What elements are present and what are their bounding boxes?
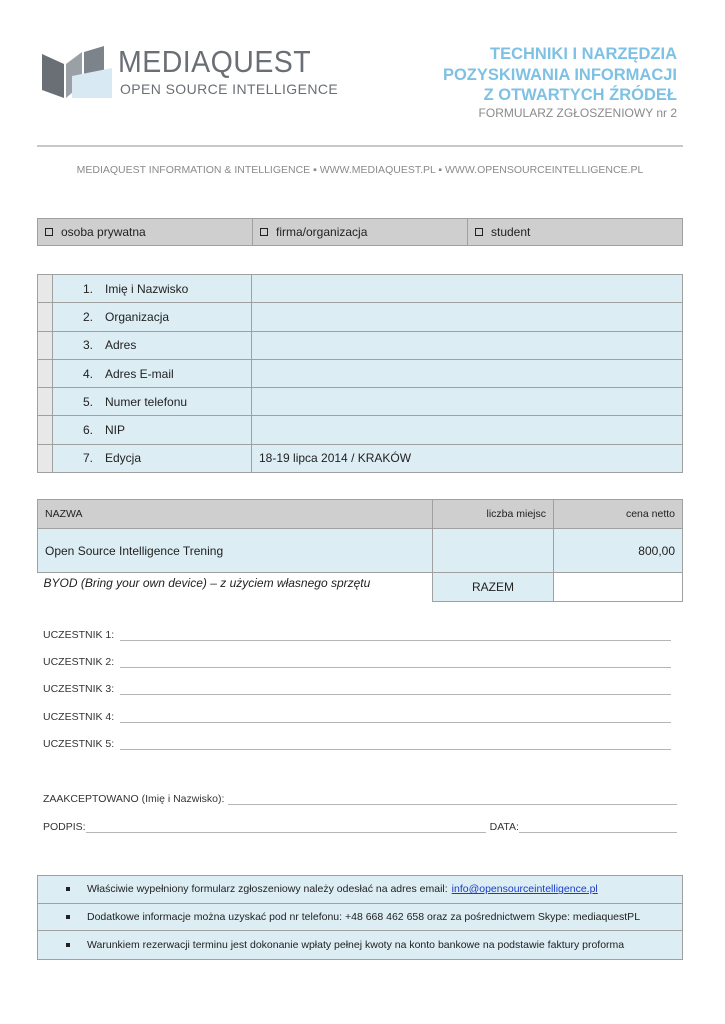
participant-1-row	[43, 629, 671, 641]
document-title	[443, 44, 677, 106]
mediaquest-logo-icon	[42, 46, 112, 98]
checkbox-icon[interactable]	[260, 228, 268, 236]
participant-4-row	[43, 711, 671, 723]
option-label: osoba prywatna	[61, 225, 146, 239]
option-label: firma/organizacja	[276, 225, 368, 239]
option-company[interactable]	[253, 219, 468, 245]
course-name: Open Source Intelligence Trening	[38, 529, 433, 573]
nip-field[interactable]	[252, 416, 683, 444]
brand-name: MEDIAQUEST	[118, 44, 312, 79]
name-field[interactable]	[252, 275, 683, 303]
form-number: FORMULARZ ZGŁOSZENIOWY nr 2	[478, 106, 677, 120]
participant-label: UCZESTNIK 5:	[43, 738, 115, 750]
checkbox-icon[interactable]	[45, 228, 53, 236]
email-field[interactable]	[252, 359, 683, 387]
phone-field[interactable]	[252, 388, 683, 416]
company-info-line: MEDIAQUEST INFORMATION & INTELLIGENCE ▪ WWW.MEDIAQUEST.PL ▪ WWW.OPENSOURCEINTELLIGENCE.PL	[76, 164, 644, 176]
table-row	[38, 444, 683, 472]
row-number: 7.	[83, 451, 94, 466]
row-label: Imię i Nazwisko	[105, 281, 189, 296]
list-item	[38, 931, 682, 959]
checkbox-icon[interactable]	[475, 228, 483, 236]
signature-row	[43, 821, 677, 833]
address-field[interactable]	[252, 331, 683, 359]
signature-label: PODPIS:	[43, 821, 86, 833]
course-table	[37, 499, 683, 602]
title-line-3: Z OTWARTYCH ŹRÓDEŁ	[483, 86, 677, 104]
accepted-field[interactable]	[228, 795, 677, 805]
bullet-icon	[66, 943, 70, 947]
total-label: RAZEM	[433, 573, 554, 602]
bullet-icon	[66, 915, 70, 919]
col-seats-header: liczba miejsc	[433, 500, 554, 529]
personal-data-table	[37, 274, 683, 473]
byod-note: BYOD (Bring your own device) – z użyciem własnego sprzętu	[38, 573, 433, 602]
row-number: 5.	[83, 394, 94, 409]
participant-label: UCZESTNIK 2:	[43, 656, 115, 668]
row-number: 1.	[83, 281, 94, 296]
total-row	[38, 573, 683, 602]
total-field[interactable]	[554, 573, 683, 602]
bullet-icon	[66, 887, 70, 891]
col-price-header: cena netto	[554, 500, 683, 529]
participant-label: UCZESTNIK 4:	[43, 711, 115, 723]
participant-5-row	[43, 738, 671, 750]
row-label: Edycja	[105, 451, 142, 466]
row-number: 4.	[83, 366, 94, 381]
option-label: student	[491, 225, 531, 239]
row-number: 6.	[83, 423, 94, 438]
course-table-header	[38, 500, 683, 529]
participant-3-row	[43, 683, 671, 695]
option-private-person[interactable]	[38, 219, 253, 245]
option-student[interactable]	[468, 219, 682, 245]
email-link[interactable]: info@opensourceintelligence.pl	[451, 883, 598, 896]
course-price: 800,00	[554, 529, 683, 573]
signature-field[interactable]	[86, 823, 486, 833]
row-label: NIP	[105, 423, 126, 438]
table-row	[38, 275, 683, 303]
header-divider	[37, 145, 683, 147]
row-number: 2.	[83, 309, 94, 324]
organization-field[interactable]	[252, 303, 683, 331]
note-text: Właściwie wypełniony formularz zgłoszeniowy należy odesłać na adres email:	[87, 883, 448, 896]
table-row	[38, 529, 683, 573]
table-row	[38, 388, 683, 416]
title-line-2: POZYSKIWANIA INFORMACJI	[442, 65, 677, 84]
participant-4-field[interactable]	[120, 713, 671, 723]
accepted-row	[43, 793, 677, 805]
applicant-type-row	[37, 218, 683, 246]
edition-field[interactable]: 18-19 lipca 2014 / KRAKÓW	[252, 444, 683, 472]
row-label: Numer telefonu	[105, 394, 188, 409]
participant-1-field[interactable]	[120, 631, 671, 641]
row-label: Adres	[105, 338, 137, 353]
brand-subtitle: OPEN SOURCE INTELLIGENCE	[120, 81, 339, 97]
date-label: DATA:	[489, 821, 519, 833]
participant-label: UCZESTNIK 1:	[43, 629, 115, 641]
participant-3-field[interactable]	[120, 685, 671, 695]
table-row	[38, 331, 683, 359]
table-row	[38, 416, 683, 444]
col-name-header: NAZWA	[38, 500, 433, 529]
date-field[interactable]	[519, 823, 677, 833]
seats-field[interactable]	[433, 529, 554, 573]
table-row	[38, 303, 683, 331]
title-line-1: TECHNIKI I NARZĘDZIA	[490, 45, 677, 63]
list-item	[38, 904, 682, 932]
table-row	[38, 359, 683, 387]
list-item	[38, 876, 682, 904]
accepted-label: ZAAKCEPTOWANO (Imię i Nazwisko):	[43, 793, 225, 805]
note-text: Dodatkowe informacje można uzyskać pod nr telefonu: +48 668 462 658 oraz za pośrednictwem Skype: mediaquestPL	[87, 911, 641, 924]
row-label: Organizacja	[105, 309, 170, 324]
participant-5-field[interactable]	[120, 740, 671, 750]
row-number: 3.	[83, 338, 94, 353]
participant-label: UCZESTNIK 3:	[43, 683, 115, 695]
note-text: Warunkiem rezerwacji terminu jest dokonanie wpłaty pełnej kwoty na konto bankowe na podstawie faktury proforma	[87, 939, 625, 952]
participant-2-field[interactable]	[120, 658, 671, 668]
notes-box	[37, 875, 683, 960]
row-label: Adres E-mail	[105, 366, 174, 381]
participant-2-row	[43, 656, 671, 668]
